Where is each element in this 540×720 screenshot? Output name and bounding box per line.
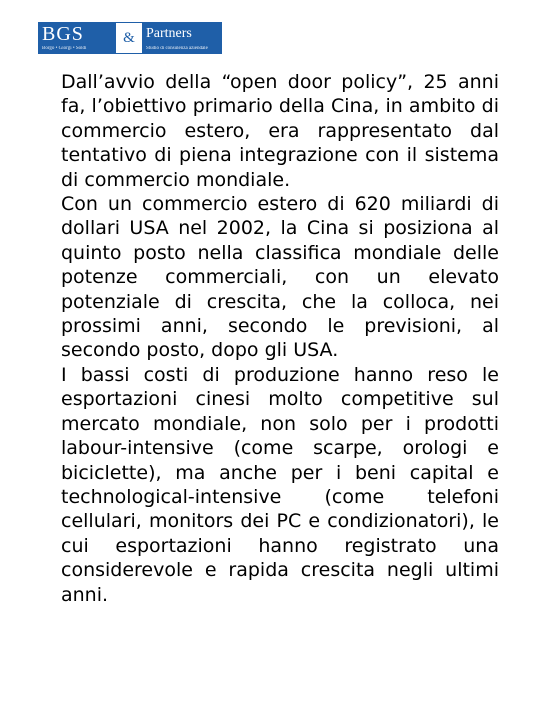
logo-ampersand: & [116,22,142,54]
logo-partners-subtitle: Studio di consulenza aziendale [146,46,208,51]
logo-partners-text: Partners [146,26,192,41]
logo-bgs-subtitle: Borgo • Giorgi • Soldi [42,46,87,51]
logo-partners-block [142,22,222,54]
logo-bgs-block [38,22,116,54]
paragraph-foreign-trade: Con un commercio estero di 620 miliardi di dollari USA nel 2002, la Cina si posiziona al quinto posto nella classifica mondiale delle potenze commerciali, con un elevato potenziale di crescita, che la colloca, nei prossimi anni, secondo le previsioni, al secondo posto, dopo gli USA. [61,193,499,362]
paragraph-open-door-policy: Dall’avvio della “open door policy”, 25 anni fa, l’obiettivo primario della Cina, in ambito di commercio estero, era rappresentato dal tentativo di piena integrazione con il sistema di commercio mondiale. [61,71,499,191]
company-logo [38,22,222,54]
logo-bgs-text: BGS [42,23,84,45]
slide-body-text [61,70,499,607]
paragraph-production-costs: I bassi costi di produzione hanno reso le esportazioni cinesi molto competitive sul mercato mondiale, non solo per i prodotti labour-intensive (come scarpe, orologi e biciclette), ma anche per i beni capital e technological-intensive (come telefoni cellulari, monitors dei PC e condizionatori), le cui esportazioni hanno registrato una considerevole e rapida crescita negli ultimi anni. [61,363,499,606]
